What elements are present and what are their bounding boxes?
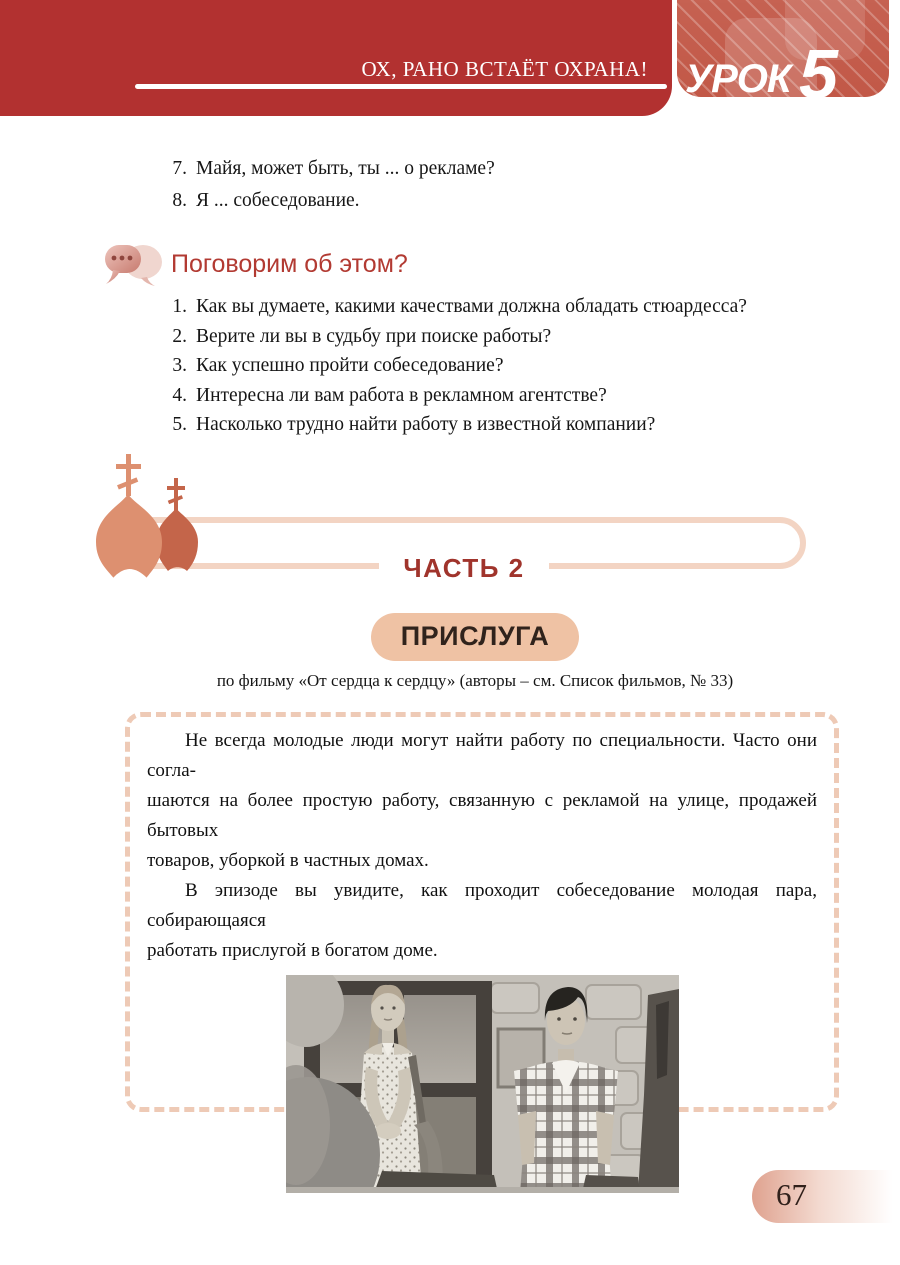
film-attribution-row [50,671,900,691]
lesson-badge [677,0,889,113]
question-number: 2. [172,325,187,347]
item-text: Майя, может быть, ты ... о рекламе? [196,158,495,179]
lesson-number: 5 [798,35,838,113]
banner-underline [135,84,667,89]
speech-bubbles-icon [103,241,163,287]
page-number-badge [752,1170,900,1223]
intro-line: товаров, уборкой в частных домах. [147,850,429,871]
exercise-item [165,153,495,185]
question-text: Как вы думаете, какими качествами должна обладать стюардесса? [196,296,747,317]
intro-line: Не всегда молодые люди могут найти работу по специальности. Часто они согла- [147,730,817,781]
question-item [165,351,747,381]
chapter-title: ОХ, РАНО ВСТАЁТ ОХРАНА! [361,57,648,81]
film-attribution: по фильму «От сердца к сердцу» (авторы – см. Список фильмов, № 33) [216,671,734,690]
item-number: 7. [172,158,187,179]
question-number: 1. [172,296,187,317]
intro-line: шаются на более простую работу, связанную с рекламой на улице, продажей бытовых [147,790,817,841]
question-item [165,381,747,411]
intro-text [147,726,817,966]
item-number: 8. [172,190,187,211]
discussion-heading: Поговорим об этом? [171,249,408,278]
lesson-title [685,35,838,113]
film-title-badge: ПРИСЛУГА [371,613,580,661]
exercise-items [165,153,495,217]
question-item [165,322,747,352]
question-number: 5. [172,414,187,435]
item-text: Я ... собеседование. [196,190,360,211]
chapter-banner [0,0,672,116]
exercise-item [165,185,495,217]
intro-line: В эпизоде вы увидите, как проходит собеседование молодая пара, собирающаяся [147,880,817,931]
part-divider-label: ЧАСТЬ 2 [122,553,806,584]
question-number: 3. [172,355,187,376]
discussion-questions [165,292,747,440]
question-item [165,292,747,322]
question-item [165,410,747,440]
lesson-label: УРОК [685,57,791,101]
page-number: 67 [776,1177,807,1212]
question-text: Как успешно пройти собеседование? [196,355,504,376]
question-text: Интересна ли вам работа в рекламном агентстве? [196,384,607,406]
question-text: Верите ли вы в судьбу при поиске работы? [196,325,552,347]
question-text: Насколько трудно найти работу в известной компании? [196,414,656,435]
intro-box [125,712,839,1112]
film-title-row [50,613,900,661]
intro-line: работать прислугой в богатом доме. [147,940,438,961]
film-still-photo [286,975,679,1193]
discussion-header [103,241,408,287]
question-number: 4. [172,384,187,406]
